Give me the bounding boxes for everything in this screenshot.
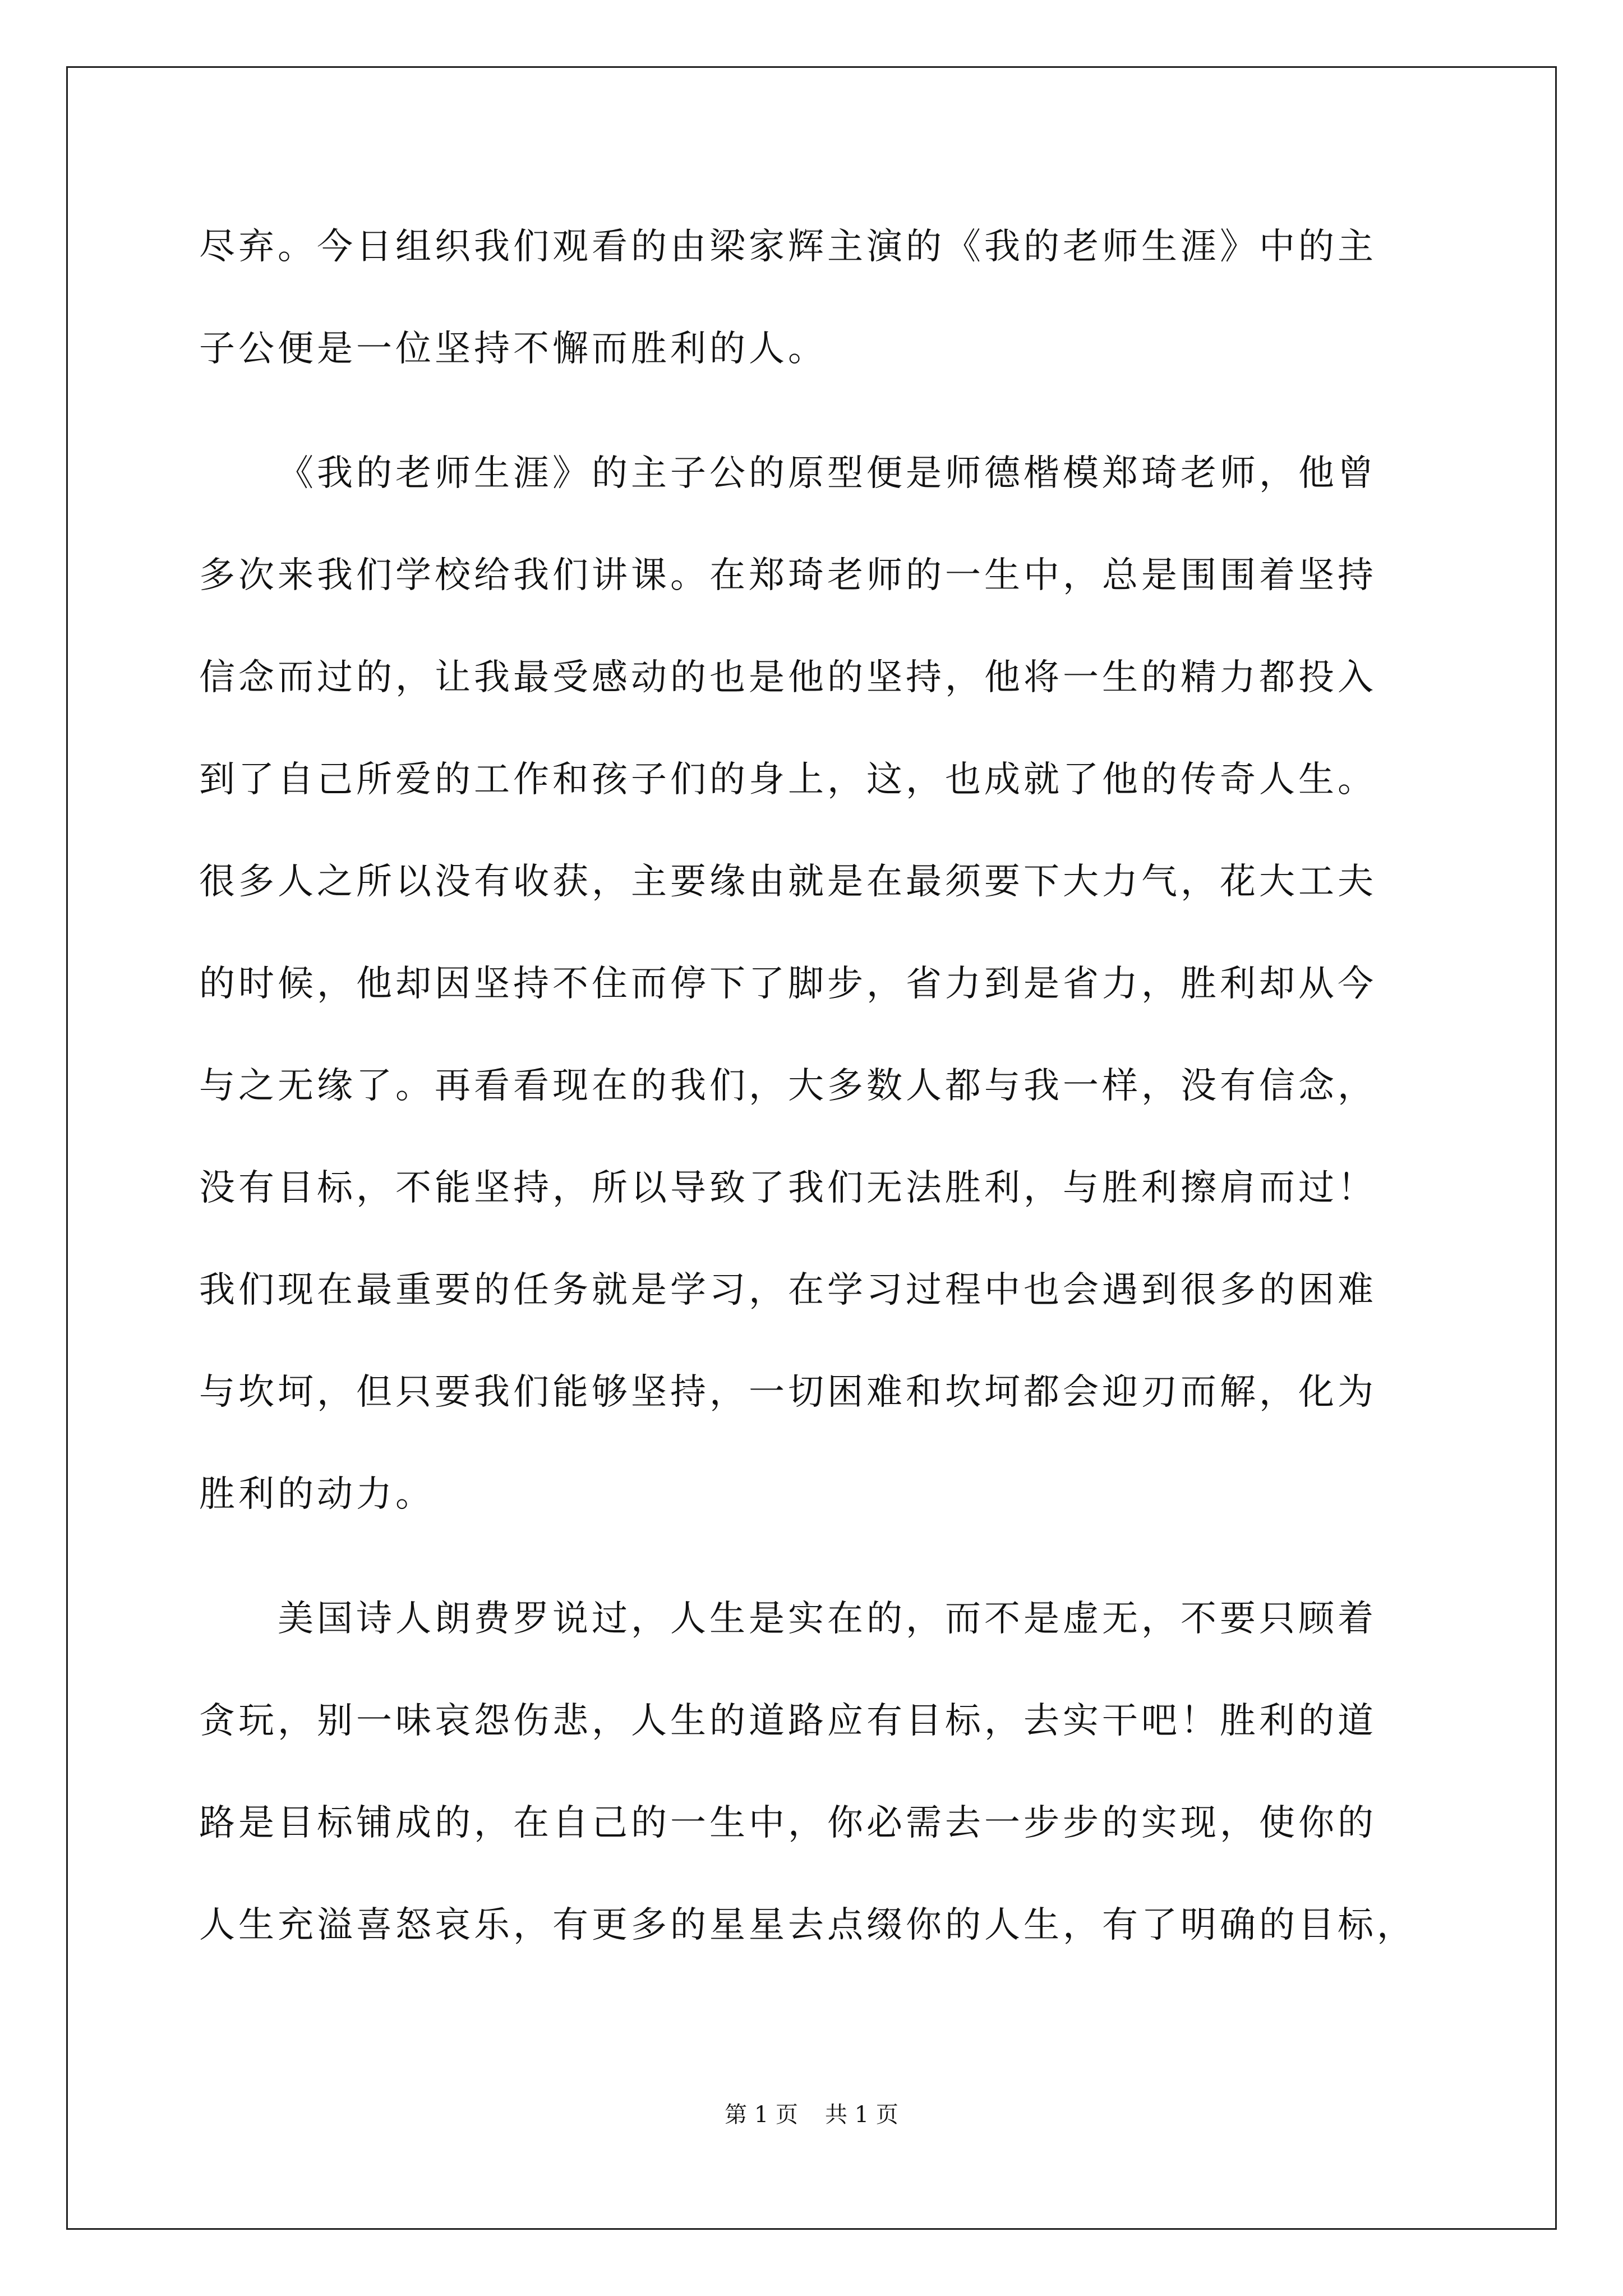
text-line: 胜利的动力。: [199, 1474, 435, 1515]
page-number: 第 1 页: [725, 2102, 798, 2128]
paragraph-start-line: 《我的老师生涯》的主子公的原型便是师德楷模郑琦老师，他曾: [278, 453, 1377, 494]
text-line: 贪玩，别一味哀怨伤悲，人生的道路应有目标，去实干吧！胜利的道: [199, 1700, 1377, 1742]
text-line: 与之无缘了。再看看现在的我们，大多数人都与我一样，没有信念，: [199, 1065, 1377, 1107]
page-footer: [0, 2098, 1623, 2132]
text-line: 到了自己所爱的工作和孩子们的身上，这，也成就了他的传奇人生。: [199, 759, 1377, 800]
text-line: 我们现在最重要的任务就是学习，在学习过程中也会遇到很多的困难: [199, 1269, 1377, 1311]
text-line: 子公便是一位坚持不懈而胜利的人。: [199, 328, 827, 370]
page-total: 共 1 页: [825, 2102, 898, 2128]
text-line: 没有目标，不能坚持，所以导致了我们无法胜利，与胜利擦肩而过！: [199, 1167, 1377, 1209]
text-line: 尽弃。今日组织我们观看的由梁家辉主演的《我的老师生涯》中的主: [199, 226, 1377, 268]
text-line: 很多人之所以没有收获，主要缘由就是在最须要下大力气，花大工夫: [199, 861, 1377, 903]
text-line: 信念而过的，让我最受感动的也是他的坚持，他将一生的精力都投入: [199, 657, 1377, 698]
text-line: 人生充溢喜怒哀乐，有更多的星星去点缀你的人生，有了明确的目标，: [199, 1904, 1416, 1946]
text-line: 路是目标铺成的，在自己的一生中，你必需去一步步的实现，使你的: [199, 1802, 1377, 1844]
text-line: 与坎坷，但只要我们能够坚持，一切困难和坎坷都会迎刃而解，化为: [199, 1372, 1377, 1413]
text-line: 的时候，他却因坚持不住而停下了脚步，省力到是省力，胜利却从今: [199, 963, 1377, 1005]
document-body: [199, 210, 1430, 1991]
paragraph-start-line: 美国诗人朗费罗说过，人生是实在的，而不是虚无，不要只顾着: [278, 1598, 1377, 1640]
text-line: 多次来我们学校给我们讲课。在郑琦老师的一生中，总是围围着坚持: [199, 555, 1377, 596]
